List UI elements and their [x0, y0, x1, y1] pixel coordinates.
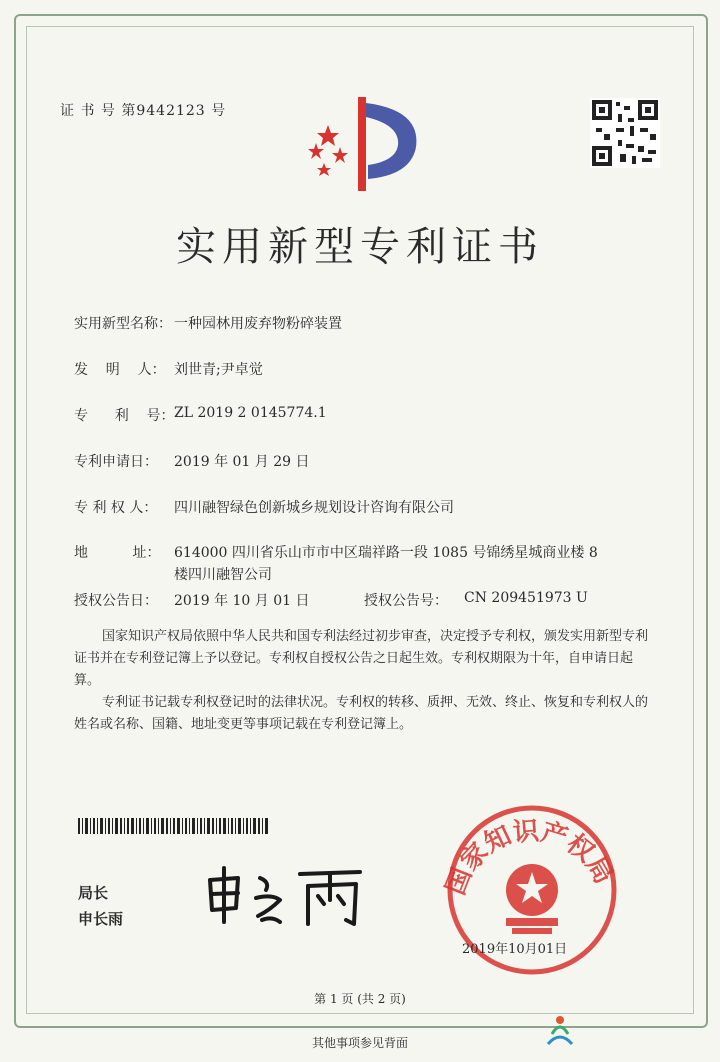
- seal-text: 国家知识产权局: [440, 816, 619, 900]
- field-value: ZL 2019 2 0145774.1: [174, 405, 327, 421]
- field-patent-number: [74, 405, 327, 425]
- field-label: 专 利 权 人：: [74, 500, 158, 516]
- back-note: 其他事项参见背面: [311, 1036, 408, 1050]
- field-announcement-date: [74, 590, 310, 610]
- legal-status-paragraph: 专利证书记载专利权登记时的法律状况。专利权的转移、质押、无效、终止、恢复和专利权人的姓名或名称、国籍、地址变更等事项记载在专利登记簿上。: [74, 695, 649, 732]
- field-value: 2019 年 01 月 29 日: [174, 454, 310, 470]
- page-number: 第 1 页 (共 2 页): [314, 992, 406, 1006]
- certificate-number: 证 书 号 第9442123 号: [60, 103, 227, 119]
- field-value: 四川融智绿色创新城乡规划设计咨询有限公司: [174, 500, 454, 516]
- field-label: 授权公告号：: [364, 593, 448, 609]
- field-label: 发 明 人：: [74, 362, 166, 378]
- field-label: 授权公告日：: [74, 593, 158, 609]
- field-label: 实用新型名称：: [74, 316, 172, 332]
- field-patentee: [74, 497, 454, 517]
- field-application-date: [74, 451, 310, 471]
- seal-date: 2019年10月01日: [462, 942, 568, 957]
- field-utility-model-name: [74, 313, 342, 333]
- field-value: 614000 四川省乐山市市中区瑞祥路一段 1085 号锦绣星城商业楼 8 楼四川融智公司: [174, 545, 598, 583]
- field-value: 一种园林用废弃物粉碎装置: [174, 316, 342, 332]
- field-address: [74, 542, 604, 586]
- field-inventor: [74, 359, 263, 379]
- handwritten-signature: [200, 860, 370, 930]
- qr-code-icon: [590, 98, 660, 168]
- field-announcement-number: [364, 590, 588, 610]
- director-name: 申长雨: [78, 910, 124, 928]
- barcode-icon: [78, 818, 268, 834]
- statement-paragraph: 国家知识产权局依照中华人民共和国专利法经过初步审查，决定授予专利权，颁发实用新型专利证书并在专利登记簿上予以登记。专利权自授权公告之日起生效。专利权期限为十年，自申请日起算。: [74, 629, 649, 688]
- field-value: 刘世青;尹卓觉: [174, 362, 263, 378]
- field-label: 专 利 号：: [74, 408, 175, 424]
- patent-office-emblem-icon: [296, 95, 426, 195]
- director-title: 局长: [78, 884, 109, 902]
- field-value: CN 209451973 U: [464, 590, 588, 606]
- field-label: 地 址：: [74, 545, 161, 561]
- certificate-title: 实用新型专利证书: [176, 224, 544, 270]
- field-label: 专利申请日：: [74, 454, 158, 470]
- field-value: 2019 年 10 月 01 日: [174, 593, 310, 609]
